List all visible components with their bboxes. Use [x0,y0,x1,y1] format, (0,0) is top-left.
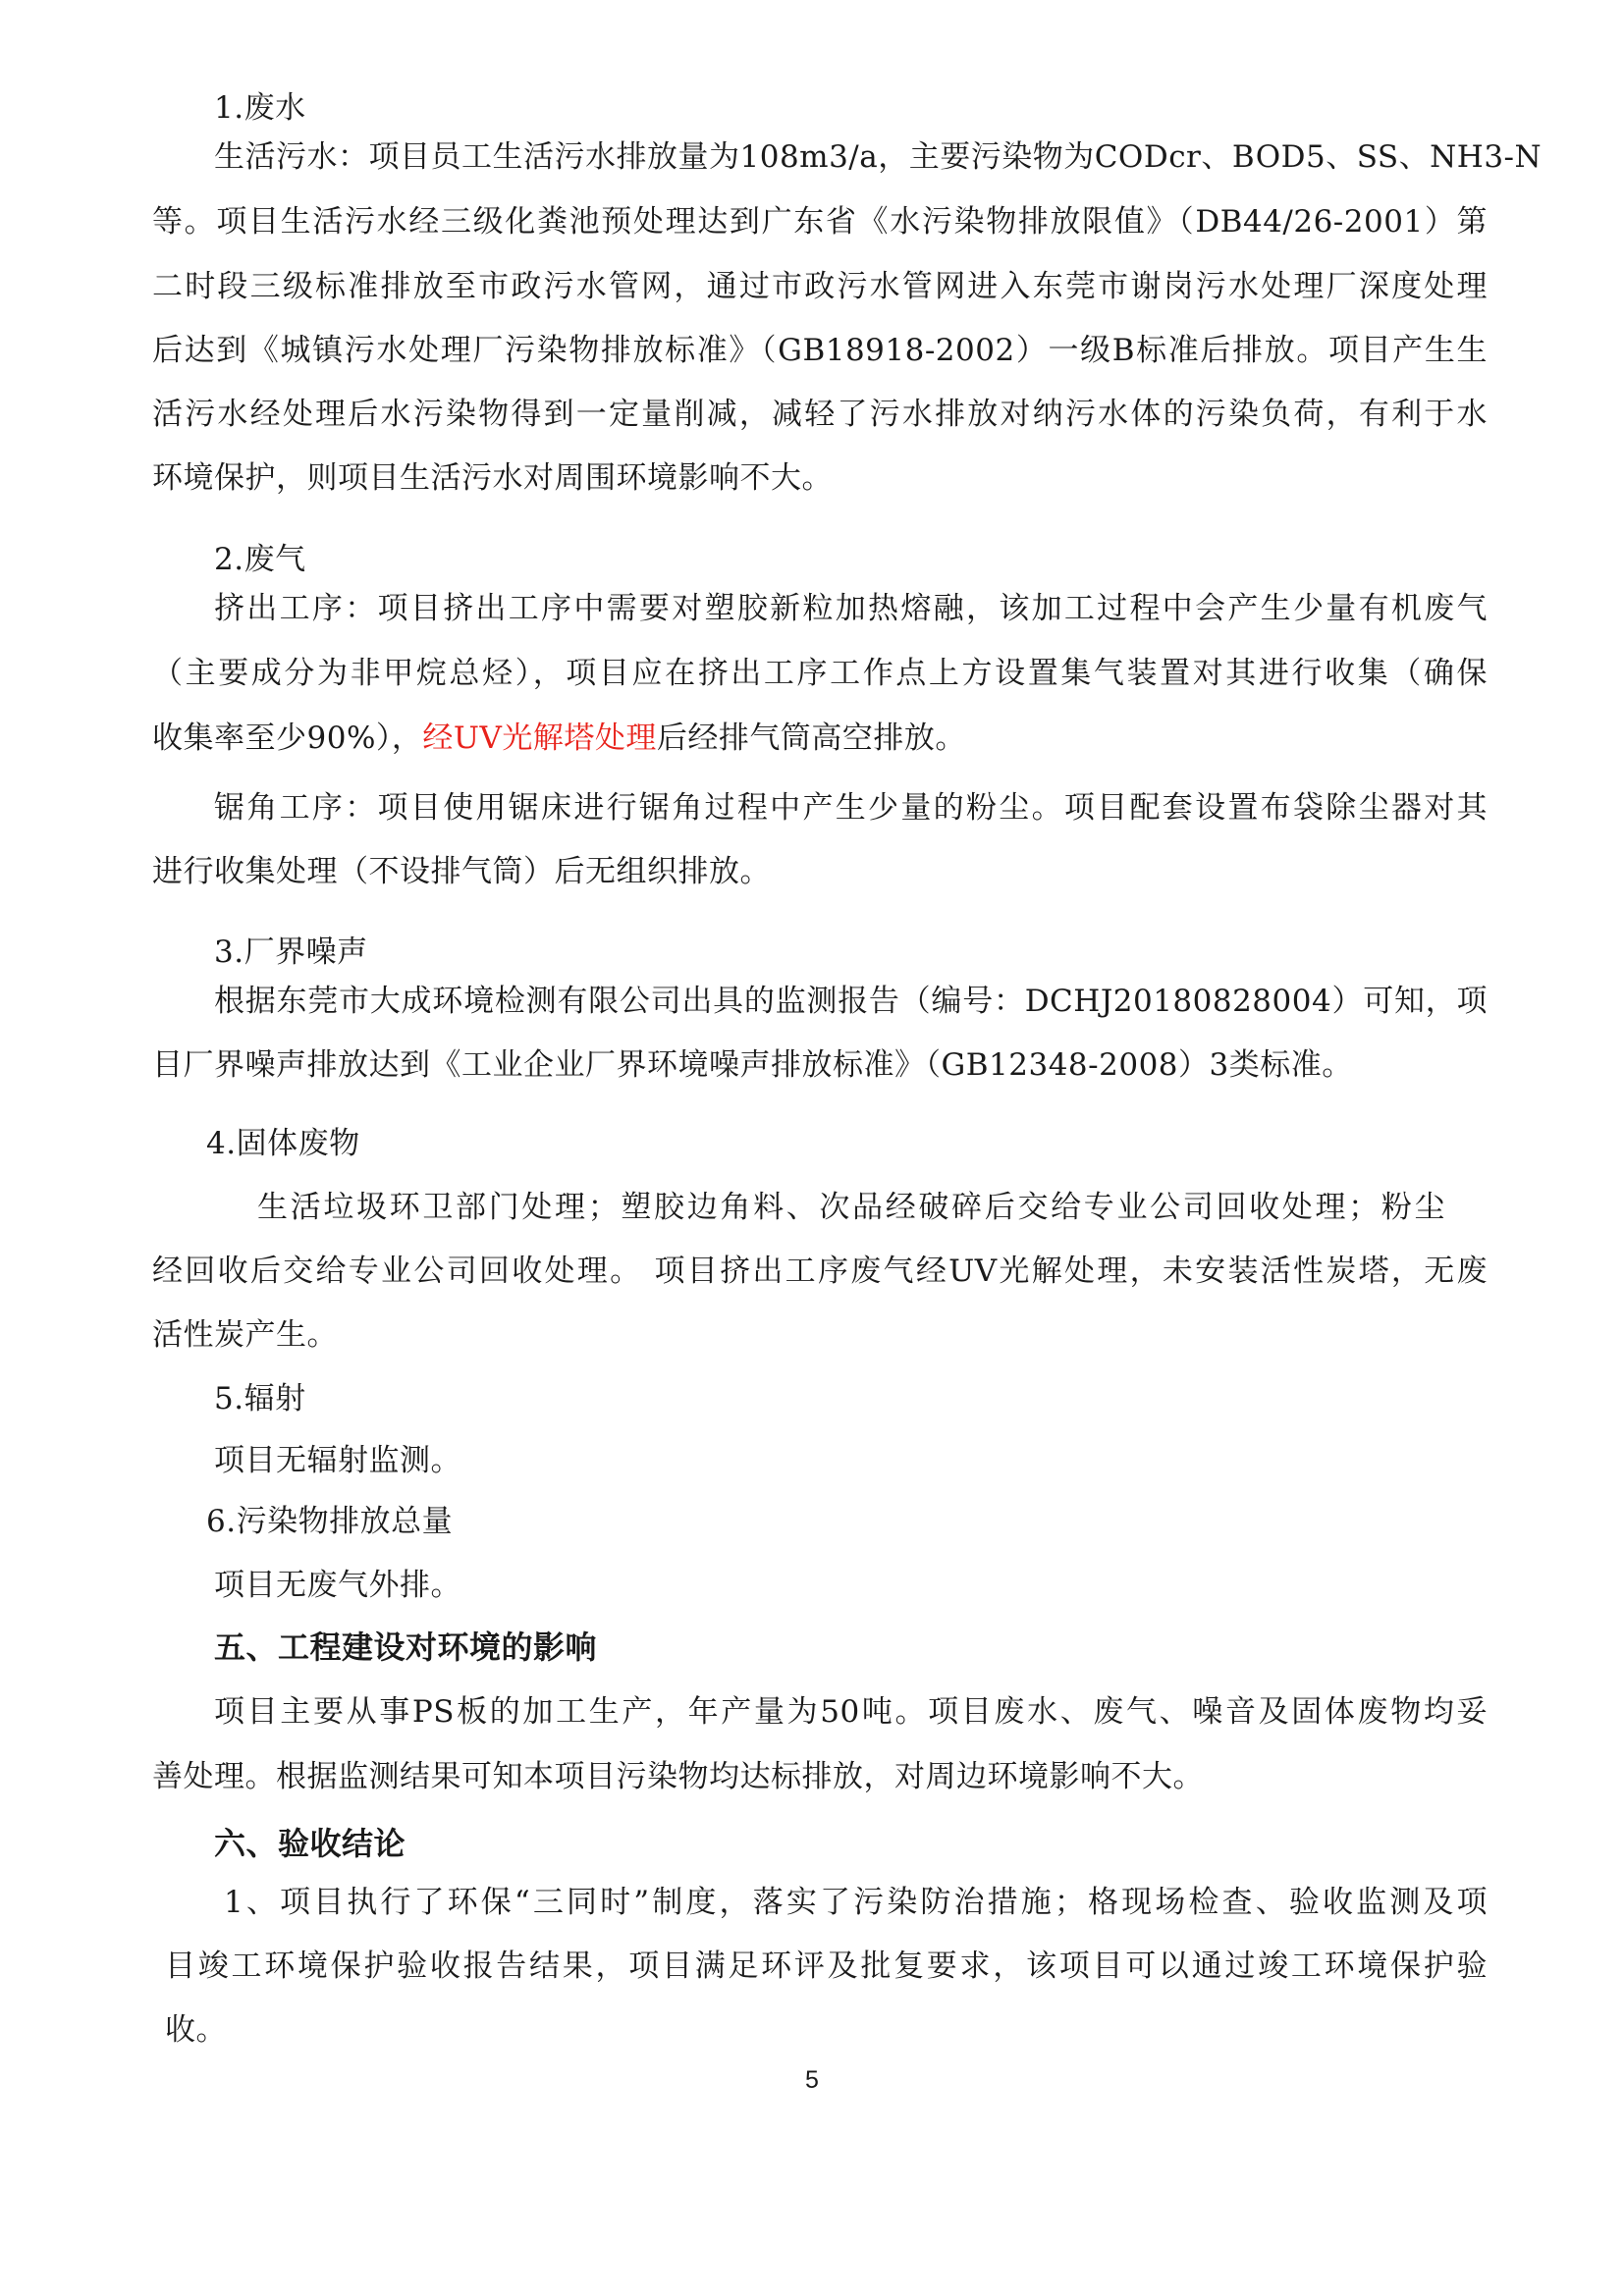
paragraph-line: 经回收后交给专业公司回收处理。 项目挤出工序废气经UV光解处理，未安装活性炭塔，无废 [152,1254,1488,1289]
text-run: 收集率至少90%）， [152,721,423,756]
paragraph-line: 环境保护，则项目生活污水对周围环境影响不大。 [152,460,833,496]
paragraph-line: 活性炭产生。 [152,1317,338,1353]
chapter-heading-acceptance-conclusion: 六、验收结论 [214,1825,406,1862]
highlighted-text: 经UV光解塔处理 [422,721,657,756]
paragraph-line: 挤出工序：项目挤出工序中需要对塑胶新粒加热熔融，该加工过程中会产生少量有机废气 [214,591,1488,626]
paragraph-line: 活污水经处理后水污染物得到一定量削减，减轻了污水排放对纳污水体的污染负荷，有利于水 [152,397,1488,432]
paragraph-line: （主要成分为非甲烷总烃），项目应在挤出工序工作点上方设置集气装置对其进行收集（确保 [152,656,1488,691]
chapter-heading-environmental-impact: 五、工程建设对环境的影响 [214,1629,598,1666]
paragraph-line: 生活垃圾环卫部门处理；塑胶边角料、次品经破碎后交给专业公司回收处理；粉尘 [257,1190,1445,1225]
paragraph-line: 二时段三级标准排放至市政污水管网，通过市政污水管网进入东莞市谢岗污水处理厂深度处理 [152,269,1488,304]
paragraph-line: 生活污水：项目员工生活污水排放量为108m3/a，主要污染物为CODcr、BOD5、SS、NH3-N [214,139,1543,175]
section-heading-exhaust-gas: 2.废气 [214,542,306,577]
paragraph-line: 善处理。根据监测结果可知本项目污染物均达标排放，对周边环境影响不大。 [152,1759,1204,1794]
paragraph-line: 后达到《城镇污水处理厂污染物排放标准》（GB18918-2002）一级B标准后排放。项目产生生 [152,333,1488,368]
section-heading-total-emissions: 6.污染物排放总量 [206,1504,454,1539]
page-number: 5 [805,2066,819,2094]
paragraph-line: 锯角工序：项目使用锯床进行锯角过程中产生少量的粉尘。项目配套设置布袋除尘器对其 [214,790,1488,826]
paragraph-line-highlighted [152,719,1488,758]
section-heading-radiation: 5.辐射 [214,1381,306,1416]
paragraph-line: 项目无废气外排。 [214,1568,461,1603]
paragraph-line: 等。项目生活污水经三级化粪池预处理达到广东省《水污染物排放限值》（DB44/26-2001）第 [152,204,1488,240]
paragraph-line: 项目主要从事PS板的加工生产，年产量为50吨。项目废水、废气、噪音及固体废物均妥 [214,1694,1488,1730]
section-heading-wastewater: 1.废水 [214,90,306,126]
paragraph-line: 目厂界噪声排放达到《工业企业厂界环境噪声排放标准》（GB12348-2008）3类标准。 [152,1047,1353,1083]
paragraph-line: 收。 [165,2012,227,2048]
paragraph-line: 1、项目执行了环保“三同时”制度，落实了污染防治措施；格现场检查、验收监测及项 [224,1885,1488,1920]
paragraph-line: 进行收集处理（不设排气筒）后无组织排放。 [152,854,771,889]
paragraph-line: 项目无辐射监测。 [214,1443,461,1478]
section-heading-solid-waste: 4.固体废物 [206,1126,360,1161]
paragraph-line: 目竣工环境保护验收报告结果，项目满足环评及批复要求，该项目可以通过竣工环境保护验 [165,1949,1488,1984]
text-run: 后经排气筒高空排放。 [656,721,966,756]
section-heading-noise: 3.厂界噪声 [214,934,368,970]
paragraph-line: 根据东莞市大成环境检测有限公司出具的监测报告（编号：DCHJ20180828004）可知，项 [214,984,1488,1019]
